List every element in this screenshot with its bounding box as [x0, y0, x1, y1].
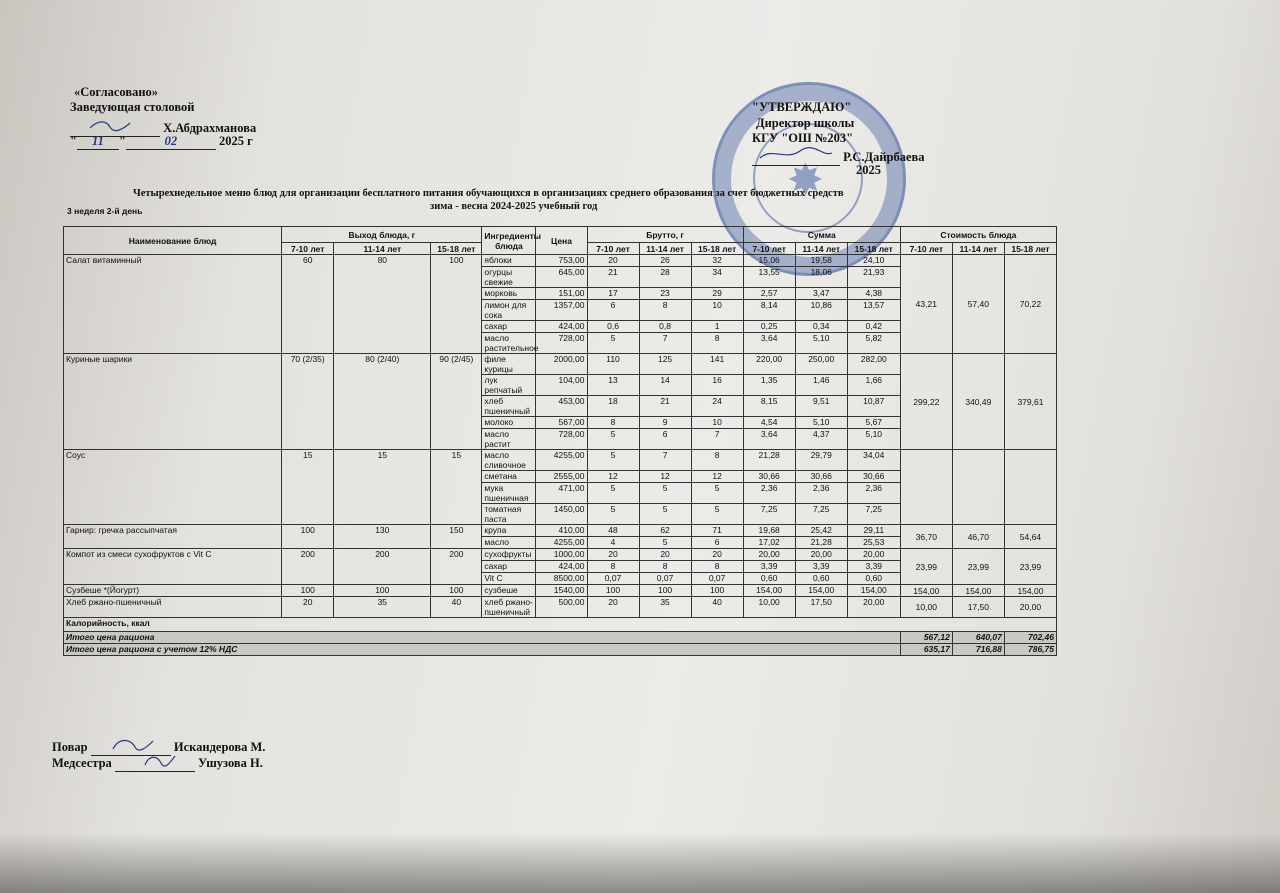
ingredient-price: 1357,00 — [536, 300, 587, 321]
date-month: 02 — [126, 134, 216, 150]
age-7-10: 7-10 лет — [743, 243, 795, 255]
brutto-value: 8 — [587, 417, 639, 429]
brutto-value: 20 — [587, 255, 639, 267]
brutto-value: 48 — [587, 525, 639, 537]
ingredient-price: 1450,00 — [536, 504, 587, 525]
brutto-value: 21 — [639, 396, 691, 417]
sum-value: 18,06 — [795, 267, 847, 288]
brutto-value: 8 — [691, 450, 743, 471]
ingredient-price: 424,00 — [536, 321, 587, 333]
week-day-label: 3 неделя 2-й день — [67, 206, 143, 216]
age-7-10: 7-10 лет — [900, 243, 952, 255]
signature-scribble — [91, 737, 171, 751]
brutto-value: 20 — [639, 549, 691, 561]
brutto-value: 24 — [691, 396, 743, 417]
sum-value: 3,64 — [743, 333, 795, 354]
sum-value: 220,00 — [743, 354, 795, 375]
sum-value: 3,39 — [847, 561, 900, 573]
dish-cost: 36,70 — [900, 525, 952, 549]
brutto-value: 40 — [691, 597, 743, 618]
sum-value: 250,00 — [795, 354, 847, 375]
brutto-value: 10 — [691, 300, 743, 321]
canteen-approval-date: " 11 " 02 2025 г — [70, 134, 253, 148]
table-row — [64, 354, 1057, 375]
ingredient-name: крупа — [482, 525, 536, 537]
sum-value: 1,35 — [743, 375, 795, 396]
director-signature-line — [752, 147, 925, 166]
sum-value: 1,46 — [795, 375, 847, 396]
brutto-value: 9 — [639, 417, 691, 429]
brutto-value: 5 — [587, 450, 639, 471]
dish-cost: 10,00 — [900, 597, 952, 618]
brutto-value: 5 — [691, 483, 743, 504]
sum-value: 5,67 — [847, 417, 900, 429]
brutto-value: 13 — [587, 375, 639, 396]
header-sum: Сумма — [743, 227, 900, 243]
dish-output: 20 — [282, 597, 334, 618]
dish-output: 15 — [431, 450, 482, 525]
sum-value: 154,00 — [795, 585, 847, 597]
date-quote: " — [70, 134, 77, 148]
brutto-value: 23 — [639, 288, 691, 300]
brutto-value: 1 — [691, 321, 743, 333]
ingredient-name: масло — [482, 537, 536, 549]
ingredient-name: мука пшеничная — [482, 483, 536, 504]
sum-value: 30,66 — [847, 471, 900, 483]
dish-cost: 340,49 — [952, 354, 1004, 450]
ingredient-price: 2000,00 — [536, 354, 587, 375]
ingredient-name: хлеб ржано-пшеничный — [482, 597, 536, 618]
sum-value: 5,10 — [795, 417, 847, 429]
brutto-value: 0,6 — [587, 321, 639, 333]
brutto-value: 5 — [587, 333, 639, 354]
dish-cost: 23,99 — [900, 549, 952, 585]
school-name: КГУ "ОШ №203" — [752, 131, 854, 145]
sum-value: 25,53 — [847, 537, 900, 549]
sum-value: 8,14 — [743, 300, 795, 321]
brutto-value: 125 — [639, 354, 691, 375]
sum-value: 3,39 — [795, 561, 847, 573]
dish-cost: 20,00 — [1004, 597, 1056, 618]
brutto-value: 35 — [639, 597, 691, 618]
sum-value: 21,28 — [743, 450, 795, 471]
dish-output: 90 (2/45) — [431, 354, 482, 450]
ingredient-name: масло сливочное — [482, 450, 536, 471]
brutto-value: 20 — [587, 597, 639, 618]
ingredient-price: 424,00 — [536, 561, 587, 573]
brutto-value: 12 — [639, 471, 691, 483]
ingredient-price: 567,00 — [536, 417, 587, 429]
brutto-value: 7 — [639, 333, 691, 354]
sum-value: 30,66 — [743, 471, 795, 483]
nurse-signature-line — [52, 753, 263, 772]
brutto-value: 14 — [639, 375, 691, 396]
sum-value: 7,25 — [743, 504, 795, 525]
sum-value: 3,39 — [743, 561, 795, 573]
ingredient-price: 4255,00 — [536, 450, 587, 471]
dish-output: 35 — [334, 597, 431, 618]
age-15-18: 15-18 лет — [691, 243, 743, 255]
ingredient-name: молоко — [482, 417, 536, 429]
ingredient-name: сметана — [482, 471, 536, 483]
date-year: 2025 г — [219, 134, 253, 148]
nurse-label: Медсестра — [52, 756, 112, 770]
ingredient-name: огурцы свежие — [482, 267, 536, 288]
brutto-value: 8 — [639, 300, 691, 321]
brutto-value: 8 — [639, 561, 691, 573]
sum-value: 8,15 — [743, 396, 795, 417]
sum-value: 17,50 — [795, 597, 847, 618]
approve-label: "УТВЕРЖДАЮ" — [752, 100, 852, 114]
dish-cost: 154,00 — [900, 585, 952, 597]
sum-value: 154,00 — [743, 585, 795, 597]
menu-body — [64, 255, 1057, 618]
sum-value: 282,00 — [847, 354, 900, 375]
sum-value: 24,10 — [847, 255, 900, 267]
sum-value: 2,57 — [743, 288, 795, 300]
sum-value: 7,25 — [847, 504, 900, 525]
brutto-value: 5 — [587, 504, 639, 525]
sum-value: 4,38 — [847, 288, 900, 300]
brutto-value: 5 — [639, 504, 691, 525]
header-ingredients: Ингредиенты блюда — [482, 227, 536, 255]
ingredient-price: 453,00 — [536, 396, 587, 417]
age-15-18: 15-18 лет — [847, 243, 900, 255]
dish-output: 100 — [334, 585, 431, 597]
age-11-14: 11-14 лет — [952, 243, 1004, 255]
dish-name: Сузбеше *(Йогурт) — [64, 585, 282, 597]
brutto-value: 34 — [691, 267, 743, 288]
brutto-value: 141 — [691, 354, 743, 375]
brutto-value: 100 — [639, 585, 691, 597]
dish-output: 150 — [431, 525, 482, 549]
dish-output: 130 — [334, 525, 431, 549]
brutto-value: 8 — [587, 561, 639, 573]
ingredient-name: масло растит — [482, 429, 536, 450]
ingredient-name: сузбеше — [482, 585, 536, 597]
brutto-value: 7 — [691, 429, 743, 450]
ingredient-price: 1540,00 — [536, 585, 587, 597]
dish-cost: 46,70 — [952, 525, 1004, 549]
signature-scribble — [752, 147, 840, 161]
ingredient-price: 645,00 — [536, 267, 587, 288]
seal-emblem-icon: ✸ — [787, 156, 824, 205]
dish-name: Салат витаминный — [64, 255, 282, 354]
document-subtitle: зима - весна 2024-2025 учебный год — [430, 201, 598, 212]
age-11-14: 11-14 лет — [639, 243, 691, 255]
table-row — [64, 597, 1057, 618]
sum-value: 19,68 — [743, 525, 795, 537]
dish-output: 200 — [334, 549, 431, 585]
total-vat-row — [64, 644, 1057, 656]
dish-cost: 299,22 — [900, 354, 952, 450]
canteen-head-name: Х.Абдрахманова — [163, 121, 257, 135]
signature-scribble — [70, 118, 160, 132]
dish-name: Компот из смеси сухофруктов с Vit C — [64, 549, 282, 585]
canteen-head-title: Заведующая столовой — [70, 100, 195, 114]
total-label: Итого цена рациона — [64, 632, 901, 644]
sum-value: 13,55 — [743, 267, 795, 288]
sum-value: 5,10 — [795, 333, 847, 354]
director-name: Р.С.Дайрбаева — [843, 150, 925, 164]
dish-cost: 154,00 — [952, 585, 1004, 597]
age-11-14: 11-14 лет — [334, 243, 431, 255]
sum-value: 4,37 — [795, 429, 847, 450]
sum-value: 0,60 — [795, 573, 847, 585]
header-brutto: Брутто, г — [587, 227, 743, 243]
dish-cost: 43,21 — [900, 255, 952, 354]
ingredient-name: хлеб пшеничный — [482, 396, 536, 417]
dish-cost: 54,64 — [1004, 525, 1056, 549]
sum-value: 3,47 — [795, 288, 847, 300]
brutto-value: 29 — [691, 288, 743, 300]
date-day: 11 — [77, 134, 119, 150]
brutto-value: 6 — [587, 300, 639, 321]
brutto-value: 12 — [587, 471, 639, 483]
brutto-value: 26 — [639, 255, 691, 267]
ingredient-price: 728,00 — [536, 333, 587, 354]
ingredient-name: сахар — [482, 321, 536, 333]
dish-output: 40 — [431, 597, 482, 618]
nurse-signature — [115, 753, 195, 772]
age-7-10: 7-10 лет — [282, 243, 334, 255]
sum-value: 7,25 — [795, 504, 847, 525]
dish-output: 80 — [334, 255, 431, 354]
sum-value: 0,34 — [795, 321, 847, 333]
table-row — [64, 525, 1057, 537]
dish-output: 100 — [431, 585, 482, 597]
sum-value: 20,00 — [795, 549, 847, 561]
dish-output: 80 (2/40) — [334, 354, 431, 450]
sum-value: 0,60 — [743, 573, 795, 585]
ingredient-name: Vit C — [482, 573, 536, 585]
signature-scribble — [115, 753, 195, 767]
sum-value: 20,00 — [847, 549, 900, 561]
sum-value: 0,25 — [743, 321, 795, 333]
sum-value: 21,28 — [795, 537, 847, 549]
sum-value: 15,06 — [743, 255, 795, 267]
brutto-value: 5 — [587, 429, 639, 450]
ingredient-price: 151,00 — [536, 288, 587, 300]
total-row — [64, 632, 1057, 644]
dish-output: 100 — [431, 255, 482, 354]
sum-value: 17,02 — [743, 537, 795, 549]
brutto-value: 6 — [639, 429, 691, 450]
menu-table — [63, 226, 1057, 656]
brutto-value: 62 — [639, 525, 691, 537]
brutto-value: 71 — [691, 525, 743, 537]
approval-label: «Согласовано» — [74, 85, 159, 99]
brutto-value: 5 — [639, 537, 691, 549]
sum-value: 29,79 — [795, 450, 847, 471]
brutto-value: 0,07 — [639, 573, 691, 585]
brutto-value: 8 — [691, 561, 743, 573]
dish-output: 15 — [334, 450, 431, 525]
ingredient-name: масло растительное — [482, 333, 536, 354]
dish-cost: 57,40 — [952, 255, 1004, 354]
ingredient-name: яблоки — [482, 255, 536, 267]
ingredient-name: сухофрукты — [482, 549, 536, 561]
ingredient-price: 104,00 — [536, 375, 587, 396]
brutto-value: 10 — [691, 417, 743, 429]
total-15-18: 702,46 — [1004, 632, 1056, 644]
sum-value: 5,10 — [847, 429, 900, 450]
dish-output: 200 — [282, 549, 334, 585]
total-7-10: 567,12 — [900, 632, 952, 644]
dish-cost: 154,00 — [1004, 585, 1056, 597]
dish-cost: 17,50 — [952, 597, 1004, 618]
brutto-value: 12 — [691, 471, 743, 483]
header-price: Цена — [536, 227, 587, 255]
ingredient-name: томатная паста — [482, 504, 536, 525]
sum-value: 2,36 — [847, 483, 900, 504]
sum-value: 10,00 — [743, 597, 795, 618]
ingredient-name: сахар — [482, 561, 536, 573]
calories-label: Калорийность, ккал — [64, 618, 1057, 632]
brutto-value: 0,07 — [587, 573, 639, 585]
dish-name: Куриные шарики — [64, 354, 282, 450]
ingredient-price: 471,00 — [536, 483, 587, 504]
dish-cost: 23,99 — [1004, 549, 1056, 585]
sum-value: 13,57 — [847, 300, 900, 321]
total-vat-11-14: 716,88 — [952, 644, 1004, 656]
sum-value: 10,86 — [795, 300, 847, 321]
header-output: Выход блюда, г — [282, 227, 482, 243]
brutto-value: 5 — [691, 504, 743, 525]
nurse-name: Ушузова Н. — [198, 756, 263, 770]
total-vat-15-18: 786,75 — [1004, 644, 1056, 656]
header-dish: Наименование блюд — [64, 227, 282, 255]
sum-value: 2,36 — [743, 483, 795, 504]
sum-value: 3,64 — [743, 429, 795, 450]
director-signature — [752, 147, 840, 166]
brutto-value: 18 — [587, 396, 639, 417]
sum-value: 20,00 — [743, 549, 795, 561]
dish-output: 100 — [282, 525, 334, 549]
cook-name: Искандерова М. — [173, 740, 266, 754]
table-row — [64, 255, 1057, 267]
dish-output: 15 — [282, 450, 334, 525]
brutto-value: 5 — [639, 483, 691, 504]
total-vat-label: Итого цена рациона с учетом 12% НДС — [64, 644, 901, 656]
table-row — [64, 450, 1057, 471]
brutto-value: 110 — [587, 354, 639, 375]
age-15-18: 15-18 лет — [1004, 243, 1056, 255]
ingredient-price: 4255,00 — [536, 537, 587, 549]
sum-value: 25,42 — [795, 525, 847, 537]
sum-value: 21,93 — [847, 267, 900, 288]
sum-value: 34,04 — [847, 450, 900, 471]
sum-value: 29,11 — [847, 525, 900, 537]
brutto-value: 0,07 — [691, 573, 743, 585]
cook-label: Повар — [52, 740, 88, 754]
sum-value: 5,82 — [847, 333, 900, 354]
dish-output: 60 — [282, 255, 334, 354]
age-11-14: 11-14 лет — [795, 243, 847, 255]
calories-row — [64, 618, 1057, 632]
sum-value: 20,00 — [847, 597, 900, 618]
dish-name: Гарнир: гречка рассыпчатая — [64, 525, 282, 549]
brutto-value: 5 — [587, 483, 639, 504]
sum-value: 0,60 — [847, 573, 900, 585]
total-vat-7-10: 635,17 — [900, 644, 952, 656]
dish-cost — [1004, 450, 1056, 525]
dish-output: 100 — [282, 585, 334, 597]
sum-value: 9,51 — [795, 396, 847, 417]
ingredient-price: 500,00 — [536, 597, 587, 618]
director-title: Директор школы — [756, 116, 855, 130]
dish-output: 200 — [431, 549, 482, 585]
table-row — [64, 549, 1057, 561]
brutto-value: 28 — [639, 267, 691, 288]
dish-cost: 379,61 — [1004, 354, 1056, 450]
brutto-value: 100 — [691, 585, 743, 597]
dish-cost — [952, 450, 1004, 525]
brutto-value: 8 — [691, 333, 743, 354]
ingredient-price: 8500,00 — [536, 573, 587, 585]
sum-value: 0,42 — [847, 321, 900, 333]
sum-value: 2,36 — [795, 483, 847, 504]
brutto-value: 20 — [691, 549, 743, 561]
brutto-value: 0,8 — [639, 321, 691, 333]
brutto-value: 16 — [691, 375, 743, 396]
ingredient-name: лимон для сока — [482, 300, 536, 321]
sum-value: 154,00 — [847, 585, 900, 597]
ingredient-price: 728,00 — [536, 429, 587, 450]
brutto-value: 20 — [587, 549, 639, 561]
director-year: 2025 — [856, 163, 881, 177]
sum-value: 10,87 — [847, 396, 900, 417]
brutto-value: 6 — [691, 537, 743, 549]
header-cost: Стоимость блюда — [900, 227, 1056, 243]
brutto-value: 4 — [587, 537, 639, 549]
ingredient-price: 1000,00 — [536, 549, 587, 561]
table-row — [64, 585, 1057, 597]
age-7-10: 7-10 лет — [587, 243, 639, 255]
ingredient-price: 410,00 — [536, 525, 587, 537]
dish-name: Соус — [64, 450, 282, 525]
brutto-value: 21 — [587, 267, 639, 288]
brutto-value: 7 — [639, 450, 691, 471]
brutto-value: 32 — [691, 255, 743, 267]
dish-cost — [900, 450, 952, 525]
total-11-14: 640,07 — [952, 632, 1004, 644]
ingredient-name: лук репчатый — [482, 375, 536, 396]
ingredient-name: морковь — [482, 288, 536, 300]
sum-value: 4,54 — [743, 417, 795, 429]
dish-cost: 70,22 — [1004, 255, 1056, 354]
brutto-value: 100 — [587, 585, 639, 597]
dish-output: 70 (2/35) — [282, 354, 334, 450]
age-15-18: 15-18 лет — [431, 243, 482, 255]
dish-name: Хлеб ржано-пшеничный — [64, 597, 282, 618]
document-title: Четырехнедельное меню блюд для организации бесплатного питания обучающихся в организациях среднего образования за счет бюджетных средств — [133, 188, 844, 199]
sum-value: 19,58 — [795, 255, 847, 267]
brutto-value: 17 — [587, 288, 639, 300]
sum-value: 1,66 — [847, 375, 900, 396]
ingredient-price: 753,00 — [536, 255, 587, 267]
sum-value: 30,66 — [795, 471, 847, 483]
ingredient-price: 2555,00 — [536, 471, 587, 483]
dish-cost: 23,99 — [952, 549, 1004, 585]
ingredient-name: филе курицы — [482, 354, 536, 375]
